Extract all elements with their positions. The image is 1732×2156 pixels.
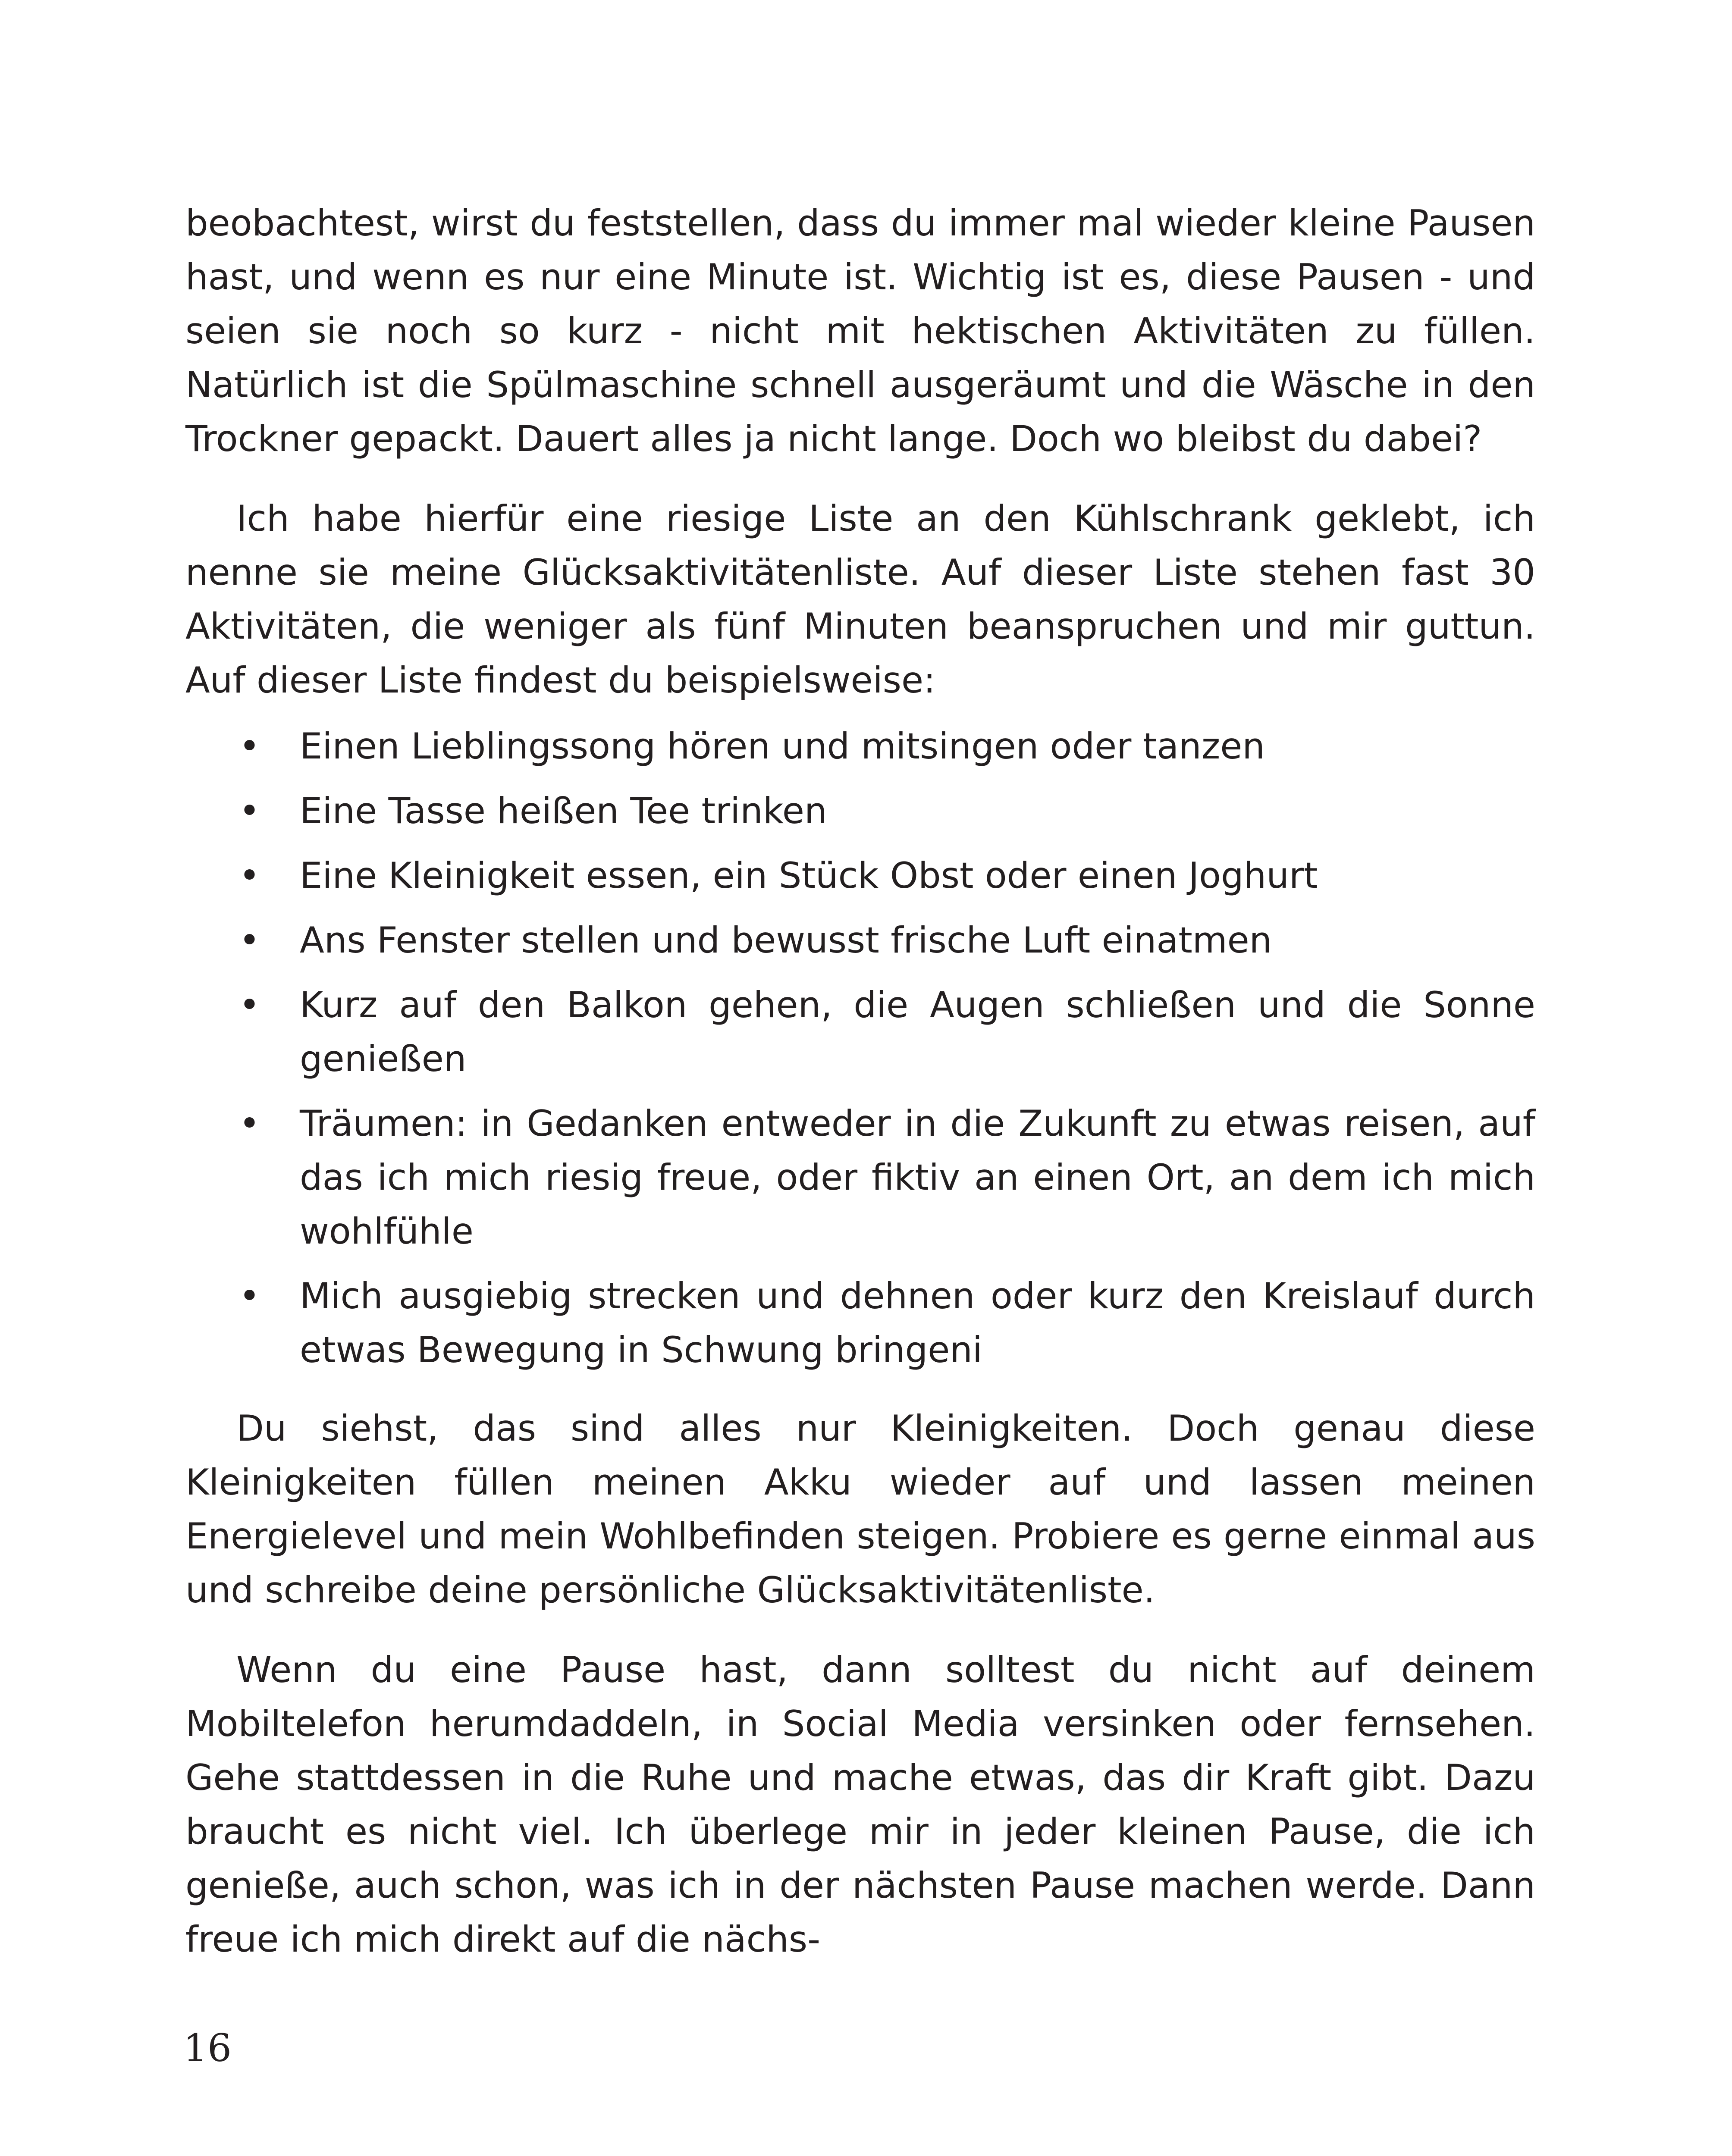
list-item-text: Einen Lieblingssong hören und mitsingen oder tanzen [300,725,1265,767]
bullet-icon: • [239,1103,260,1144]
list-item-text: Eine Tasse heißen Tee trinken [300,790,827,832]
list-item-text: Eine Kleinigkeit essen, ein Stück Obst oder einen Joghurt [300,855,1318,896]
bullet-icon: • [239,725,260,767]
bullet-icon: • [239,919,260,961]
paragraph-summary: Du siehst, das sind alles nur Kleinigkeiten. Doch genau diese Kleinigkeiten füllen meinen Akku wieder auf und lassen meinen Energielevel und mein Wohlbefinden steigen. Probiere es gerne einmal aus und schreibe deine persönliche Glücksaktivitätenliste. [185,1407,1535,1611]
list-item [185,719,1535,773]
bullet-icon: • [239,790,260,832]
list-item [185,1097,1535,1258]
list-item [185,1269,1535,1377]
activity-list [185,719,1535,1388]
paragraph-continuation: beobachtest, wirst du feststellen, dass du immer mal wieder kleine Pausen hast, und wenn es nur eine Minute ist. Wichtig ist es, diese Pausen - und seien sie noch so kurz - nicht mit hektischen Aktivitäten zu füllen. Natürlich ist die Spülmaschine schnell ausgeräumt und die Wäsche in den Trockner gepackt. Dauert alles ja nicht lange. Doch wo bleibst du dabei? [185,202,1535,460]
bullet-icon: • [239,1275,260,1317]
list-item [185,913,1535,967]
list-item-text: Ans Fenster stellen und bewusst frische Luft einatmen [300,919,1272,961]
list-item [185,978,1535,1086]
list-item-text: Mich ausgiebig strecken und dehnen oder kurz den Kreislauf durch etwas Bewegung in Schwung bringeni [300,1275,1535,1371]
bullet-icon: • [239,984,260,1026]
paragraph-list-intro: Ich habe hierfür eine riesige Liste an den Kühlschrank geklebt, ich nenne sie meine Glücksaktivitätenliste. Auf dieser Liste stehen fast 30 Aktivitäten, die weniger als fünf Minuten beanspruchen und mir guttun. Auf dieser Liste findest du beispielsweise: [185,498,1535,701]
list-item [185,784,1535,838]
page-number: 16 [183,2026,232,2070]
list-item-text: Kurz auf den Balkon gehen, die Augen schließen und die Sonne genießen [300,984,1535,1080]
bullet-icon: • [239,855,260,896]
list-item [185,849,1535,903]
paragraph-pause-advice: Wenn du eine Pause hast, dann solltest du nicht auf deinem Mobiltelefon herumdaddeln, in Social Media versinken oder fernsehen. Gehe stattdessen in die Ruhe und mache etwas, das dir Kraft gibt. Dazu braucht es nicht viel. Ich überlege mir in jeder kleinen Pause, die ich genieße, auch schon, was ich in der nächsten Pause machen werde. Dann freue ich mich direkt auf die nächs- [185,1649,1535,1960]
list-item-text: Träumen: in Gedanken entweder in die Zukunft zu etwas reisen, auf das ich mich riesig freue, oder fiktiv an einen Ort, an dem ich mich wohlfühle [300,1103,1535,1252]
